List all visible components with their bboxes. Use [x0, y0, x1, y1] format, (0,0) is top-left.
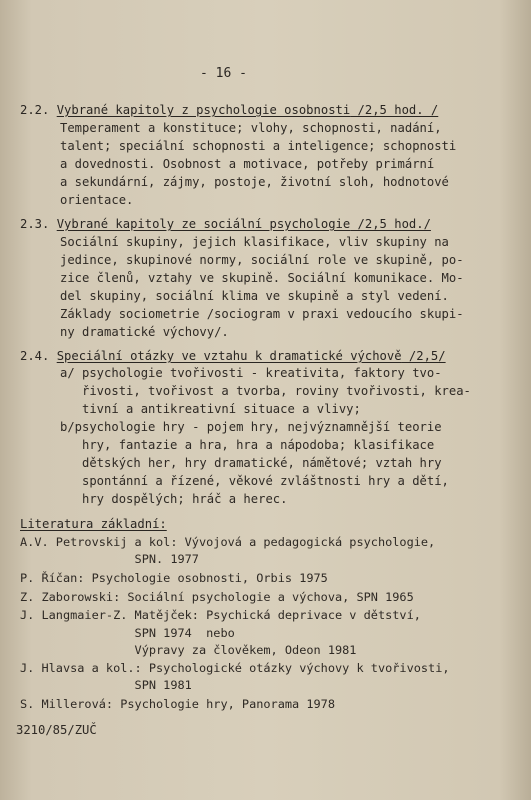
- literature-line: A.V. Petrovskij a kol: Vývojová a pedagogická psychologie,: [20, 535, 436, 549]
- body-line: dětských her, hry dramatické, námětové; vztah hry: [60, 456, 442, 470]
- body-line: hry dospělých; hráč a herec.: [60, 492, 288, 506]
- section-number: 2.4.: [20, 349, 50, 363]
- literature-line: J. Langmaier-Z. Matějček: Psychická deprivace v dětství,: [20, 608, 421, 622]
- body-line: zice členů, vztahy ve skupině. Sociální komunikace. Mo-: [60, 271, 464, 285]
- body-line: řivosti, tvořivost a tvorba, roviny tvořivosti, krea-: [60, 384, 471, 398]
- literature-line: SPN. 1977: [20, 552, 199, 566]
- body-line: Temperament a konstituce; vlohy, schopnosti, nadání,: [60, 121, 442, 135]
- section-hours: /2,5 hod./: [350, 217, 431, 231]
- body-line: spontánní a řízené, věkové zvláštnosti hry a dětí,: [60, 474, 449, 488]
- body-line: a dovednosti. Osobnost a motivace, potřeby primární: [60, 157, 435, 171]
- page-number: - 16 -: [200, 66, 247, 81]
- section-title: Speciální otázky ve vztahu k dramatické výchově: [56, 349, 402, 363]
- section-number: 2.3.: [20, 217, 50, 231]
- section-2-4-heading: [20, 349, 446, 363]
- body-line: talent; speciální schopnosti a inteligence; schopnosti: [60, 139, 457, 153]
- footer-code: 3210/85/ZUČ: [16, 723, 97, 737]
- literature-line: S. Millerová: Psychologie hry, Panorama 1978: [20, 697, 335, 711]
- body-line: del skupiny, sociální klima ve skupině a styl vedení.: [60, 289, 449, 303]
- body-line: b/psychologie hry - pojem hry, nejvýznamnější teorie: [60, 420, 442, 434]
- body-line: jedince, skupinové normy, sociální role ve skupině, po-: [60, 253, 464, 267]
- section-hours: /2,5 hod. /: [350, 103, 439, 117]
- body-line: ny dramatické výchovy/.: [60, 325, 229, 339]
- body-line: tivní a antikreativní situace a vlivy;: [60, 402, 361, 416]
- body-line: hry, fantazie a hra, hra a nápodoba; klasifikace: [60, 438, 435, 452]
- section-2-3-heading: [20, 217, 431, 231]
- body-line: Základy sociometrie /sociogram v praxi vedoucího skupi-: [60, 307, 464, 321]
- body-line: Sociální skupiny, jejich klasifikace, vliv skupiny na: [60, 235, 449, 249]
- literature-line: Výpravy za člověkem, Odeon 1981: [20, 643, 357, 657]
- body-line: a/ psychologie tvořivosti - kreativita, faktory tvo-: [60, 366, 442, 380]
- literature-line: J. Hlavsa a kol.: Psychologické otázky výchovy k tvořivosti,: [20, 661, 450, 675]
- section-title: Vybrané kapitoly z psychologie osobnosti: [56, 103, 351, 117]
- literature-line: SPN 1981: [20, 678, 192, 692]
- literature-line: P. Říčan: Psychologie osobnosti, Orbis 1975: [20, 571, 328, 585]
- body-line: orientace.: [60, 193, 134, 207]
- body-line: a sekundární, zájmy, postoje, životní sloh, hodnotové: [60, 175, 449, 189]
- section-hours: /2,5/: [401, 349, 446, 363]
- section-2-2-heading: [20, 103, 438, 117]
- literature-line: Z. Zaborowski: Sociální psychologie a výchova, SPN 1965: [20, 590, 414, 604]
- section-number: 2.2.: [20, 103, 50, 117]
- literature-line: SPN 1974 nebo: [20, 626, 235, 640]
- section-title: Vybrané kapitoly ze sociální psychologie: [56, 217, 351, 231]
- literature-heading: Literatura základní:: [20, 517, 167, 531]
